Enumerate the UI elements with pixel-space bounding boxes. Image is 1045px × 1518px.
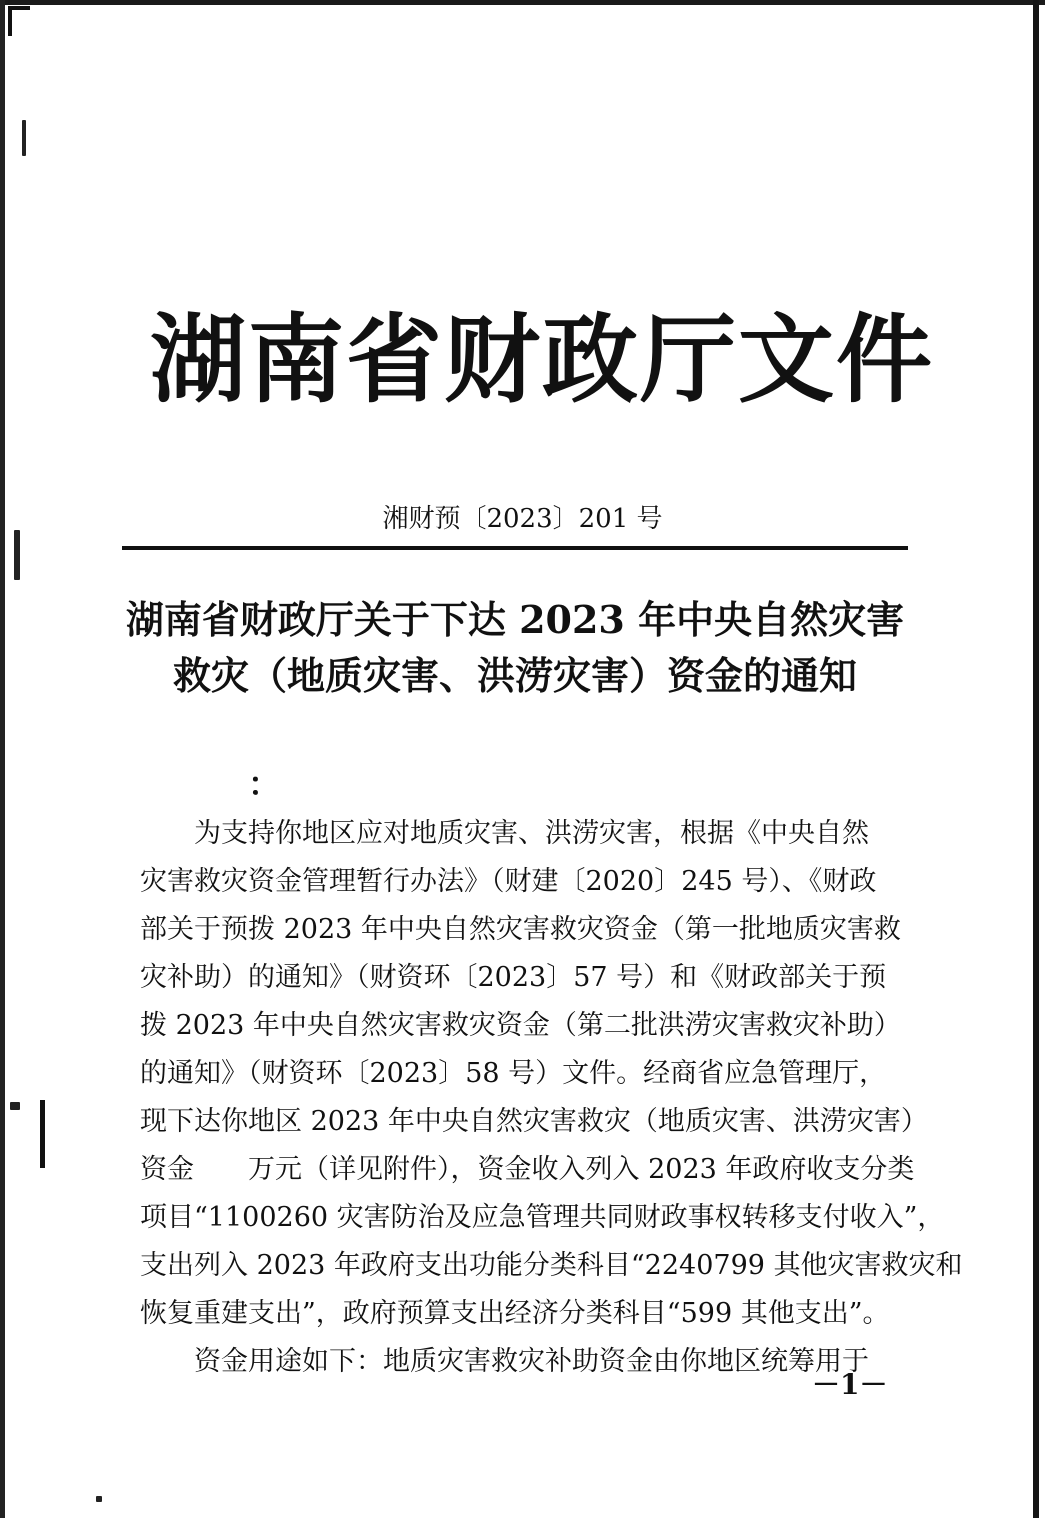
scan-edge-right (1033, 0, 1039, 1518)
body-text (140, 810, 963, 1386)
margin-bar (40, 1100, 45, 1168)
notice-title-line: 救灾（地质灾害、洪涝灾害）资金的通知 (172, 653, 857, 698)
body-line: 项目“1100260 灾害防治及应急管理共同财政事权转移支付收入”， (140, 1202, 945, 1233)
body-line: 灾补助）的通知》（财资环〔2023〕57 号）和《财政部关于预 (140, 962, 887, 993)
body-line: 资金用途如下：地质灾害救灾补助资金由你地区统筹用于 (140, 1346, 869, 1377)
body-line: 灾害救灾资金管理暂行办法》（财建〔2020〕245 号）、《财政 (140, 866, 877, 897)
addressee: ： (248, 765, 281, 803)
scan-corner-mark (8, 6, 30, 36)
document-header-title: 湖南省财政厅文件 (150, 303, 934, 416)
page-number: －1－ (812, 1368, 888, 1401)
body-line: 现下达你地区 2023 年中央自然灾害救灾（地质灾害、洪涝灾害） (140, 1106, 928, 1137)
scan-speck (14, 530, 20, 580)
body-line: 资金 万元（详见附件），资金收入列入 2023 年政府收支分类 (140, 1154, 915, 1185)
body-line: 支出列入 2023 年政府支出功能分类科目“2240799 其他灾害救灾和 (140, 1250, 963, 1281)
body-line: 的通知》（财资环〔2023〕58 号）文件。经商省应急管理厅， (140, 1058, 887, 1089)
scan-speck (22, 120, 26, 156)
scan-edge-left (0, 0, 5, 1518)
body-line: 为支持你地区应对地质灾害、洪涝灾害，根据《中央自然 (140, 818, 869, 849)
body-line: 拨 2023 年中央自然灾害救灾资金（第二批洪涝灾害救灾补助） (140, 1010, 901, 1041)
notice-title (120, 592, 910, 704)
body-line: 部关于预拨 2023 年中央自然灾害救灾资金（第一批地质灾害救 (140, 914, 901, 945)
scan-speck (96, 1496, 102, 1502)
scan-speck (10, 1102, 20, 1110)
document-number: 湘财预〔2023〕201 号 (382, 504, 663, 534)
scan-edge-top (0, 0, 1045, 5)
notice-title-line: 湖南省财政厅关于下达 2023 年中央自然灾害 (125, 597, 905, 642)
body-line: 恢复重建支出”，政府预算支出经济分类科目“599 其他支出”。 (140, 1298, 890, 1329)
header-rule (122, 546, 908, 550)
